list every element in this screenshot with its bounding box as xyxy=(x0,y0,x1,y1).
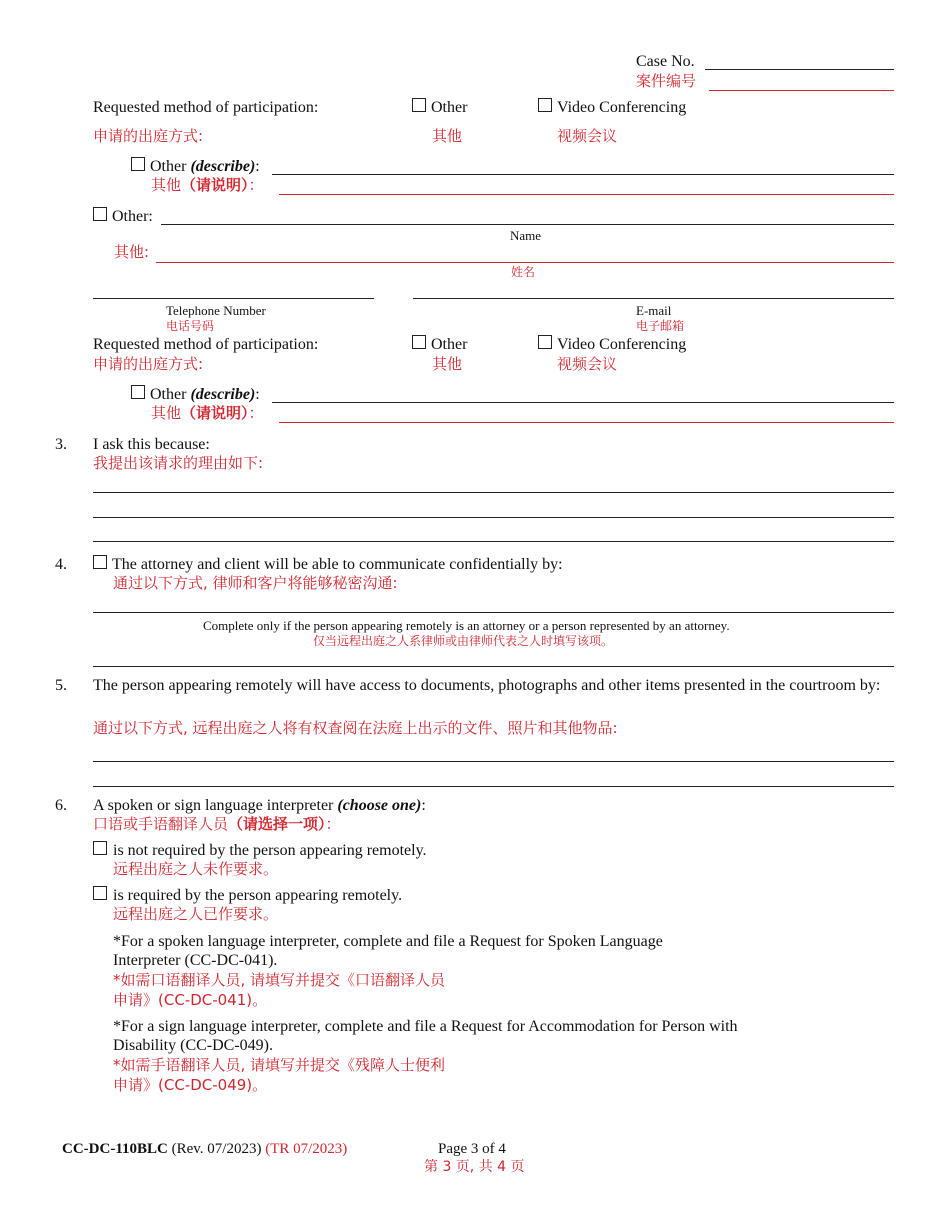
spoken-interpreter-note-zh-line-1: *如需口语翻译人员, 请填写并提交《口语翻译人员 xyxy=(113,971,446,989)
other-describe-label-zh: 其他（请说明）： xyxy=(151,176,264,194)
other-describe-field-2[interactable] xyxy=(272,402,894,403)
other-describe-label-2: Other (describe): xyxy=(150,386,260,403)
interpreter-not-required-label: is not required by the person appearing remotely. xyxy=(113,842,427,859)
case-no-label: Case No. xyxy=(636,53,695,70)
item-4-text: The attorney and client will be able to communicate confidentially by: xyxy=(112,556,563,573)
other-label: Other xyxy=(431,99,468,116)
telephone-caption: Telephone Number xyxy=(166,303,266,318)
reason-line-3[interactable] xyxy=(93,541,894,542)
spoken-interpreter-note-zh-line-2: 申请》(CC-DC-041)。 xyxy=(113,991,268,1009)
video-conferencing-label-2-zh: 视频会议 xyxy=(557,355,618,373)
item-3-text: I ask this because: xyxy=(93,436,210,453)
item-6-number: 6. xyxy=(55,797,67,814)
item-4-note-zh: 仅当远程出庭之人系律师或由律师代表之人时填写该项。 xyxy=(313,634,614,648)
other-person-label: Other: xyxy=(112,208,153,225)
document-access-line-2[interactable] xyxy=(93,786,894,787)
video-conferencing-checkbox-2[interactable] xyxy=(538,335,552,349)
other-label-2-zh: 其他 xyxy=(432,355,463,373)
interpreter-required-checkbox[interactable] xyxy=(93,886,107,900)
confidential-communication-field[interactable] xyxy=(93,612,894,613)
video-conferencing-label-zh: 视频会议 xyxy=(557,127,618,145)
item-6-text-zh: 口语或手语翻译人员（请选择一项）： xyxy=(93,815,341,833)
spoken-interpreter-note-line-1: *For a spoken language interpreter, complete and file a Request for Spoken Language xyxy=(113,933,663,950)
email-field[interactable] xyxy=(413,298,894,299)
name-caption: Name xyxy=(510,228,542,243)
participation-label-zh: 申请的出庭方式: xyxy=(93,127,204,145)
item-4-number: 4. xyxy=(55,556,67,573)
confidential-communication-field-2[interactable] xyxy=(93,666,894,667)
other-person-name-field[interactable] xyxy=(161,224,894,225)
page-number: Page 3 of 4 xyxy=(438,1141,506,1157)
case-no-label-zh: 案件编号 xyxy=(636,72,697,90)
other-describe-label-2-zh: 其他（请说明）： xyxy=(151,404,264,422)
email-caption: E-mail xyxy=(636,303,672,318)
email-caption-zh: 电子邮箱 xyxy=(636,319,685,333)
case-no-field-zh[interactable] xyxy=(709,90,894,91)
confidential-communication-checkbox[interactable] xyxy=(93,555,107,569)
participation-label: Requested method of participation: xyxy=(93,99,319,116)
item-3-text-zh: 我提出该请求的理由如下: xyxy=(93,454,264,472)
case-no-field[interactable] xyxy=(705,69,894,70)
interpreter-not-required-checkbox[interactable] xyxy=(93,841,107,855)
other-label-2: Other xyxy=(431,336,468,353)
other-describe-checkbox-2[interactable] xyxy=(131,385,145,399)
spoken-interpreter-note-line-2: Interpreter (CC-DC-041). xyxy=(113,952,278,969)
name-caption-zh: 姓名 xyxy=(511,265,536,279)
form-id: CC-DC-110BLC (Rev. 07/2023) (TR 07/2023) xyxy=(62,1141,348,1157)
document-access-line-1[interactable] xyxy=(93,761,894,762)
item-4-text-zh: 通过以下方式, 律师和客户将能够秘密沟通: xyxy=(113,574,398,592)
other-person-checkbox[interactable] xyxy=(93,207,107,221)
item-5-text: The person appearing remotely will have access to documents, photographs and other items presented in the courtroom by: xyxy=(93,677,881,694)
reason-line-1[interactable] xyxy=(93,492,894,493)
video-conferencing-checkbox[interactable] xyxy=(538,98,552,112)
sign-interpreter-note-line-2: Disability (CC-DC-049). xyxy=(113,1037,273,1054)
reason-line-2[interactable] xyxy=(93,517,894,518)
other-describe-checkbox[interactable] xyxy=(131,157,145,171)
sign-interpreter-note-zh-line-2: 申请》(CC-DC-049)。 xyxy=(113,1076,268,1094)
item-5-number: 5. xyxy=(55,677,67,694)
page-number-zh: 第 3 页, 共 4 页 xyxy=(424,1159,525,1175)
interpreter-required-label: is required by the person appearing remotely. xyxy=(113,887,403,904)
item-6-text: A spoken or sign language interpreter (choose one): xyxy=(93,797,426,814)
other-describe-field[interactable] xyxy=(272,174,894,175)
video-conferencing-label: Video Conferencing xyxy=(557,99,687,116)
other-describe-field-2-zh[interactable] xyxy=(279,422,894,423)
sign-interpreter-note-line-1: *For a sign language interpreter, complete and file a Request for Accommodation for Person with xyxy=(113,1018,738,1035)
sign-interpreter-note-zh-line-1: *如需手语翻译人员, 请填写并提交《残障人士便利 xyxy=(113,1056,446,1074)
item-3-number: 3. xyxy=(55,436,67,453)
interpreter-required-label-zh: 远程出庭之人已作要求。 xyxy=(113,905,279,923)
other-checkbox-2[interactable] xyxy=(412,335,426,349)
item-5-text-zh: 通过以下方式, 远程出庭之人将有权查阅在法庭上出示的文件、照片和其他物品: xyxy=(93,719,618,737)
other-checkbox[interactable] xyxy=(412,98,426,112)
other-label-zh: 其他 xyxy=(432,127,463,145)
item-4-note: Complete only if the person appearing remotely is an attorney or a person represented by an attorney. xyxy=(203,618,730,633)
other-describe-field-zh[interactable] xyxy=(279,194,894,195)
other-describe-label: Other (describe): xyxy=(150,158,260,175)
participation-label-2: Requested method of participation: xyxy=(93,336,319,353)
participation-label-2-zh: 申请的出庭方式: xyxy=(93,355,204,373)
interpreter-not-required-label-zh: 远程出庭之人未作要求。 xyxy=(113,860,279,878)
telephone-field[interactable] xyxy=(93,298,374,299)
video-conferencing-label-2: Video Conferencing xyxy=(557,336,687,353)
telephone-caption-zh: 电话号码 xyxy=(166,319,215,333)
other-person-label-zh: 其他: xyxy=(114,243,150,261)
